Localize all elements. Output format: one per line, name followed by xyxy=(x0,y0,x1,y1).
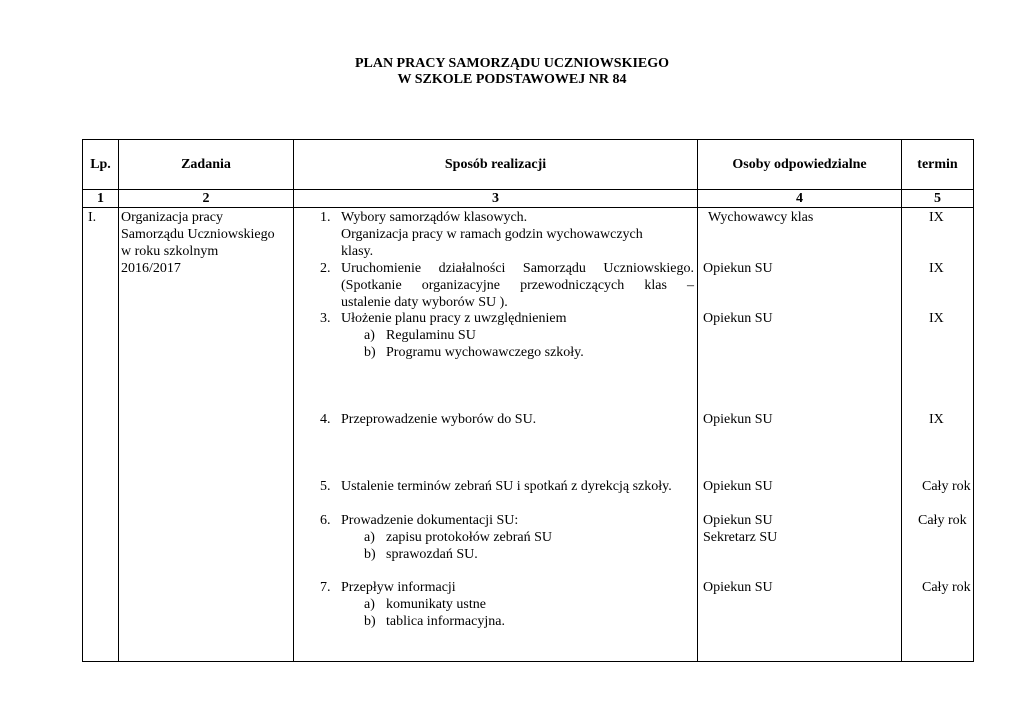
sub-item-text: Programu wychowawczego szkoły. xyxy=(386,345,584,360)
plan-table xyxy=(82,139,974,662)
item-text-cont: (Spotkanie organizacyjne przewodniczących klas – xyxy=(341,278,694,293)
sub-item-text: komunikaty ustne xyxy=(386,597,486,612)
header-row xyxy=(83,140,974,190)
sub-item-text: sprawozdań SU. xyxy=(386,547,478,562)
term-value: Cały rok xyxy=(918,513,967,528)
task-line: Samorządu Uczniowskiego xyxy=(121,227,275,242)
item-text: Przeprowadzenie wyborów do SU. xyxy=(341,412,537,427)
responsible-person: Wychowawcy klas xyxy=(708,210,814,225)
lp-cell xyxy=(83,208,119,662)
item-number: 3. xyxy=(320,311,331,326)
table-row xyxy=(83,208,974,662)
responsible-person: Opiekun SU xyxy=(703,479,773,494)
sub-item-letter: b) xyxy=(364,547,376,562)
item-text: Uruchomienie działalności Samorządu Uczniowskiego. xyxy=(341,261,694,276)
item-number: 7. xyxy=(320,580,331,595)
item-text-cont: ustalenie daty wyborów SU ). xyxy=(341,295,508,310)
responsible-person: Sekretarz SU xyxy=(703,530,778,545)
task-line: 2016/2017 xyxy=(121,261,181,276)
task-line: w roku szkolnym xyxy=(121,244,219,259)
item-number: 1. xyxy=(320,210,331,225)
sub-item xyxy=(294,529,697,546)
sub-item-text: tablica informacyjna. xyxy=(386,614,505,629)
header-tasks: Zadania xyxy=(119,140,294,190)
header-term: termin xyxy=(902,140,974,190)
sub-item-letter: a) xyxy=(364,328,375,343)
sub-item-letter: a) xyxy=(364,530,375,545)
responsible-cell xyxy=(698,208,902,662)
term-value: Cały rok xyxy=(922,479,971,494)
item-text: Ustalenie terminów zebrań SU i spotkań z dyrekcją szkoły. xyxy=(341,479,672,494)
term-value: IX xyxy=(929,412,944,427)
sub-item-letter: a) xyxy=(364,597,375,612)
item-text: Ułożenie planu pracy z uwzględnieniem xyxy=(341,311,567,326)
sub-item xyxy=(294,344,697,361)
responsible-person: Opiekun SU xyxy=(703,412,773,427)
column-number-row xyxy=(83,190,974,208)
task-cell xyxy=(119,208,294,662)
term-value: IX xyxy=(929,210,944,225)
sub-item-letter: b) xyxy=(364,345,376,360)
header-responsible: Osoby odpowiedzialne xyxy=(698,140,902,190)
item-number: 5. xyxy=(320,479,331,494)
term-value: IX xyxy=(929,261,944,276)
row-number: I. xyxy=(88,210,97,225)
column-number: 1 xyxy=(83,190,119,208)
item-text-cont: klasy. xyxy=(341,244,374,259)
item-text-cont: Organizacja pracy w ramach godzin wychowawczych xyxy=(341,227,643,242)
term-cell xyxy=(902,208,974,662)
term-value: Cały rok xyxy=(922,580,971,595)
responsible-person: Opiekun SU xyxy=(703,261,773,276)
column-number: 4 xyxy=(698,190,902,208)
column-number: 5 xyxy=(902,190,974,208)
sub-item-text: zapisu protokołów zebrań SU xyxy=(386,530,553,545)
item-number: 2. xyxy=(320,261,331,276)
item-text: Przepływ informacji xyxy=(341,580,456,595)
term-value: IX xyxy=(929,311,944,326)
item-number: 4. xyxy=(320,412,331,427)
sub-item-text: Regulaminu SU xyxy=(386,328,476,343)
method-cell xyxy=(294,208,698,662)
task-line: Organizacja pracy xyxy=(121,210,223,225)
responsible-person: Opiekun SU xyxy=(703,311,773,326)
document-title-line2: W SZKOLE PODSTAWOWEJ NR 84 xyxy=(397,72,627,87)
header-lp: Lp. xyxy=(83,140,119,190)
item-number: 6. xyxy=(320,513,331,528)
column-number: 2 xyxy=(119,190,294,208)
sub-item xyxy=(294,613,697,630)
column-number: 3 xyxy=(294,190,698,208)
sub-item-letter: b) xyxy=(364,614,376,629)
document-title-line1: PLAN PRACY SAMORZĄDU UCZNIOWSKIEGO xyxy=(354,56,670,71)
sub-item xyxy=(294,327,697,344)
item-text: Prowadzenie dokumentacji SU: xyxy=(341,513,519,528)
task-text xyxy=(119,208,293,277)
sub-item xyxy=(294,596,697,613)
sub-item xyxy=(294,546,697,563)
header-method: Sposób realizacji xyxy=(294,140,698,190)
responsible-person: Opiekun SU xyxy=(703,580,773,595)
responsible-person: Opiekun SU xyxy=(703,513,773,528)
item-text: Wybory samorządów klasowych. xyxy=(341,210,528,225)
